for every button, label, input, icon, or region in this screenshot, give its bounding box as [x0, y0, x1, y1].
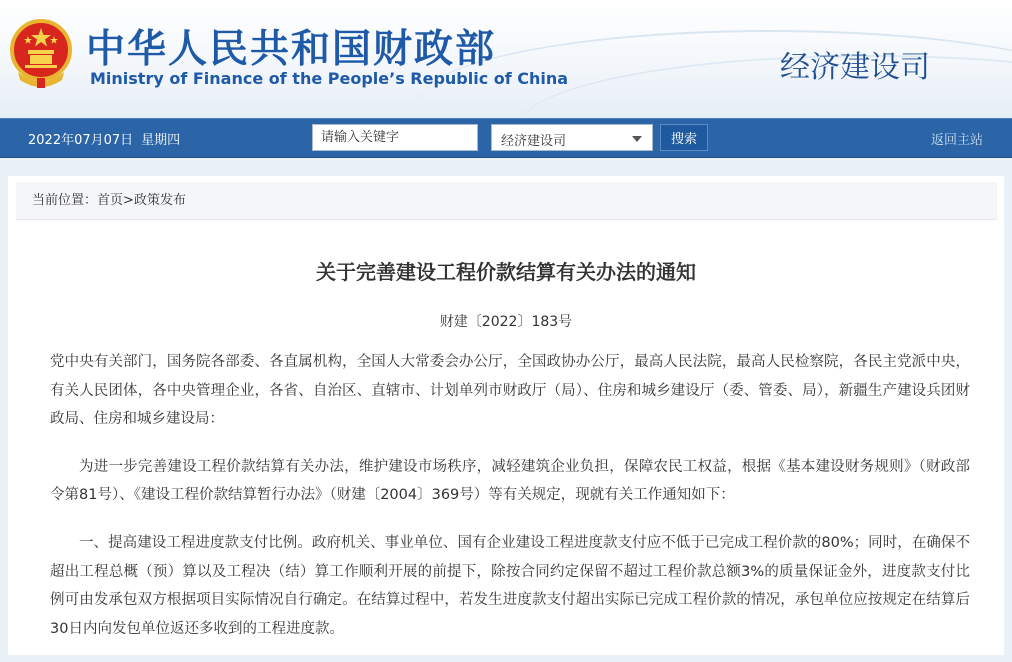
- back-to-main-site-link[interactable]: 返回主站: [931, 133, 984, 148]
- article-paragraph: 为进一步完善建设工程价款结算有关办法，维护建设市场秩序，减轻建筑企业负担，保障农民工权益，根据《基本建设财务规则》（财政部令第81号）、《建设工程价款结算暂行办法》（财建〔2004〕369号）等有关规定，现就有关工作通知如下：: [50, 458, 970, 504]
- breadcrumb-section-link[interactable]: 政策发布: [133, 193, 186, 208]
- national-emblem-icon: [8, 14, 74, 92]
- document-number: 财建〔2022〕183号: [439, 314, 573, 330]
- content-card: [8, 176, 1004, 655]
- chevron-down-icon: [632, 136, 642, 142]
- site-header: [0, 0, 1012, 118]
- article-paragraph: 党中央有关部门，国务院各部委、各直属机构，全国人大常委会办公厅，全国政协办公厅，最高人民法院，最高人民检察院，各民主党派中央，有关人民团体，各中央管理企业，各省、自治区、直辖市、计划单列市财政厅（局）、住房和城乡建设厅（委、管委、局），新疆生产建设兵团财政局、住房和城乡建设局：: [50, 354, 970, 428]
- search-scope-select[interactable]: [491, 124, 653, 151]
- site-title-english: Ministry of Finance of the People’s Republic of China: [90, 69, 569, 88]
- site-title: 中华人民共和国财政部: [86, 27, 497, 72]
- breadcrumb-home-link[interactable]: 首页: [97, 193, 124, 208]
- article-paragraph: 一、提高建设工程进度款支付比例。政府机关、事业单位、国有企业建设工程进度款支付应不低于已完成工程价款的80%；同时，在确保不超出工程总概（预）算以及工程决（结）算工作顺利开展的前提下，除按合同约定保留不超过工程价款总额3%的质量保证金外，进度款支付比例可由发承包双方根据项目实际情况自行确定。在结算过程中，若发生进度款支付超出实际已完成工程价款的情况，承包单位应按规定在结算后30日内向发包单位返还多收到的工程进度款。: [50, 534, 970, 637]
- breadcrumb-separator: >: [123, 193, 134, 208]
- date-text: 2022年07月07日: [28, 133, 134, 148]
- search-button[interactable]: 搜索: [660, 124, 708, 151]
- breadcrumb-prefix: 当前位置：: [32, 193, 98, 208]
- article-body: [50, 348, 970, 662]
- article-title: 关于完善建设工程价款结算有关办法的通知: [316, 260, 696, 284]
- search-scope-value: 经济建设司: [501, 134, 567, 149]
- weekday-text: 星期四: [141, 133, 181, 148]
- nav-bar: [0, 118, 1012, 158]
- department-name: 经济建设司: [780, 50, 930, 85]
- current-date: [28, 129, 188, 148]
- search-input[interactable]: [312, 124, 478, 151]
- breadcrumb: [16, 182, 997, 220]
